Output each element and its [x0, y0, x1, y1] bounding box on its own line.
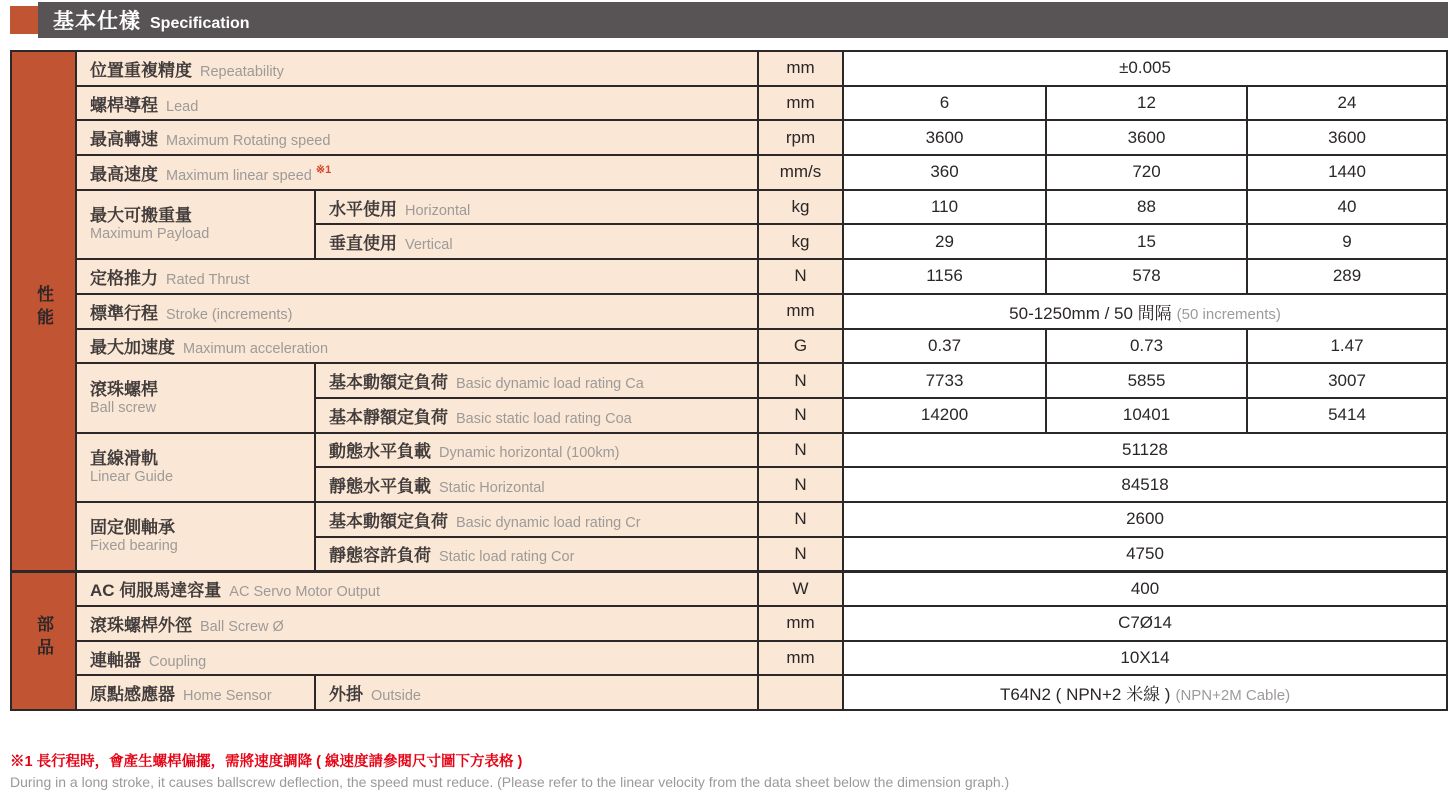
table-row: [11, 329, 1447, 364]
linear-speed-value-2: 720: [1046, 155, 1247, 190]
table-row: [11, 259, 1447, 294]
lead-value-1: 6: [843, 86, 1046, 121]
acceleration-value-1: 0.37: [843, 329, 1046, 364]
home-sensor-value: T64N2 ( NPN+2 米線 ) (NPN+2M Cable): [843, 675, 1447, 710]
lead-unit: mm: [758, 86, 843, 121]
ballscrew-static-value-2: 10401: [1046, 398, 1247, 433]
table-row: [11, 120, 1447, 155]
ballscrew-dynamic-unit: N: [758, 363, 843, 398]
home-sensor-unit: [758, 675, 843, 710]
ballscrew-dynamic-value-3: 3007: [1247, 363, 1447, 398]
payload-vertical-value-2: 15: [1046, 224, 1247, 259]
accent-square: [10, 6, 38, 34]
stroke-value: 50-1250mm / 50 間隔 (50 increments): [843, 294, 1447, 329]
acceleration-unit: G: [758, 329, 843, 364]
screw-diameter-label: 滾珠螺桿外徑 Ball Screw Ø: [76, 606, 758, 641]
fixed-bearing-group-label: 固定側軸承 Fixed bearing: [76, 502, 315, 571]
table-row: [11, 502, 1447, 537]
fixed-bearing-static-label: 靜態容許負荷 Static load rating Cor: [315, 537, 758, 572]
table-row: [11, 571, 1447, 606]
table-row: [11, 606, 1447, 641]
page-title-zh: 基本仕樣: [53, 10, 141, 33]
repeatability-unit: mm: [758, 51, 843, 86]
linear-guide-dynamic-label: 動態水平負載 Dynamic horizontal (100km): [315, 433, 758, 468]
ballscrew-group-label: 滾珠螺桿 Ball screw: [76, 363, 315, 432]
fixed-bearing-static-unit: N: [758, 537, 843, 572]
spec-table: [10, 50, 1448, 711]
coupling-value: 10X14: [843, 641, 1447, 676]
footnotes: [10, 753, 1440, 792]
rotating-speed-label: 最高轉速 Maximum Rotating speed: [76, 120, 758, 155]
repeatability-value: ±0.005: [843, 51, 1447, 86]
screw-diameter-value: C7Ø14: [843, 606, 1447, 641]
stroke-unit: mm: [758, 294, 843, 329]
rated-thrust-value-3: 289: [1247, 259, 1447, 294]
rotating-speed-value-2: 3600: [1046, 120, 1247, 155]
payload-vertical-value-1: 29: [843, 224, 1046, 259]
section-label-parts: 部品: [11, 571, 76, 710]
linear-speed-value-3: 1440: [1247, 155, 1447, 190]
linear-guide-static-value: 84518: [843, 467, 1447, 502]
table-row: [11, 155, 1447, 190]
rotating-speed-value-3: 3600: [1247, 120, 1447, 155]
repeatability-label: 位置重複精度 Repeatability: [76, 51, 758, 86]
linear-guide-dynamic-value: 51128: [843, 433, 1447, 468]
linear-guide-static-label: 靜態水平負載 Static Horizontal: [315, 467, 758, 502]
table-row: [11, 641, 1447, 676]
ballscrew-dynamic-value-2: 5855: [1046, 363, 1247, 398]
servo-output-unit: W: [758, 571, 843, 606]
servo-output-label: AC 伺服馬達容量 AC Servo Motor Output: [76, 571, 758, 606]
rated-thrust-label: 定格推力 Rated Thrust: [76, 259, 758, 294]
lead-label: 螺桿導程 Lead: [76, 86, 758, 121]
fixed-bearing-dynamic-label: 基本動額定負荷 Basic dynamic load rating Cr: [315, 502, 758, 537]
coupling-unit: mm: [758, 641, 843, 676]
payload-vertical-unit: kg: [758, 224, 843, 259]
linear-guide-dynamic-unit: N: [758, 433, 843, 468]
footnote-en: During in a long stroke, it causes ballscrew deflection, the speed must reduce. (Please refer to the linear velocity from the data sheet below the dimension graph.): [10, 773, 1010, 790]
linear-guide-static-unit: N: [758, 467, 843, 502]
ballscrew-static-value-1: 14200: [843, 398, 1046, 433]
payload-horizontal-unit: kg: [758, 190, 843, 225]
acceleration-value-3: 1.47: [1247, 329, 1447, 364]
fixed-bearing-static-value: 4750: [843, 537, 1447, 572]
rotating-speed-value-1: 3600: [843, 120, 1046, 155]
payload-horizontal-value-3: 40: [1247, 190, 1447, 225]
payload-vertical-label: 垂直使用 Vertical: [315, 224, 758, 259]
ballscrew-static-value-3: 5414: [1247, 398, 1447, 433]
footnote-zh: ※1 長行程時，會產生螺桿偏擺，需將速度調降 ( 線速度請參閱尺寸圖下方表格 ): [10, 754, 523, 770]
footnote-ref: ※1: [315, 164, 332, 177]
fixed-bearing-dynamic-unit: N: [758, 502, 843, 537]
table-row: [11, 51, 1447, 86]
table-row: [11, 363, 1447, 398]
home-sensor-mount-label: 外掛 Outside: [315, 675, 758, 710]
home-sensor-label: 原點感應器 Home Sensor: [76, 675, 315, 710]
rated-thrust-unit: N: [758, 259, 843, 294]
payload-horizontal-value-2: 88: [1046, 190, 1247, 225]
ballscrew-static-unit: N: [758, 398, 843, 433]
page-title: [38, 5, 250, 35]
ballscrew-dynamic-label: 基本動額定負荷 Basic dynamic load rating Ca: [315, 363, 758, 398]
payload-group-label: 最大可搬重量 Maximum Payload: [76, 190, 315, 259]
rotating-speed-unit: rpm: [758, 120, 843, 155]
payload-vertical-value-3: 9: [1247, 224, 1447, 259]
rated-thrust-value-2: 578: [1046, 259, 1247, 294]
linear-speed-unit: mm/s: [758, 155, 843, 190]
header-bar: [38, 2, 1448, 38]
ballscrew-static-label: 基本靜額定負荷 Basic static load rating Coa: [315, 398, 758, 433]
servo-output-value: 400: [843, 571, 1447, 606]
coupling-label: 連軸器 Coupling: [76, 641, 758, 676]
table-row: [11, 675, 1447, 710]
payload-horizontal-label: 水平使用 Horizontal: [315, 190, 758, 225]
ballscrew-dynamic-value-1: 7733: [843, 363, 1046, 398]
acceleration-label: 最大加速度 Maximum acceleration: [76, 329, 758, 364]
linear-guide-group-label: 直線滑軌 Linear Guide: [76, 433, 315, 502]
table-row: [11, 86, 1447, 121]
rated-thrust-value-1: 1156: [843, 259, 1046, 294]
stroke-label: 標準行程 Stroke (increments): [76, 294, 758, 329]
table-row: [11, 294, 1447, 329]
payload-horizontal-value-1: 110: [843, 190, 1046, 225]
table-row: [11, 190, 1447, 225]
page-title-en: Specification: [150, 15, 250, 32]
fixed-bearing-dynamic-value: 2600: [843, 502, 1447, 537]
linear-speed-label: 最高速度 Maximum linear speed $^{※1}$: [76, 155, 758, 190]
table-row: [11, 433, 1447, 468]
acceleration-value-2: 0.73: [1046, 329, 1247, 364]
lead-value-2: 12: [1046, 86, 1247, 121]
linear-speed-value-1: 360: [843, 155, 1046, 190]
screw-diameter-unit: mm: [758, 606, 843, 641]
section-label-performance: 性能: [11, 51, 76, 571]
lead-value-3: 24: [1247, 86, 1447, 121]
